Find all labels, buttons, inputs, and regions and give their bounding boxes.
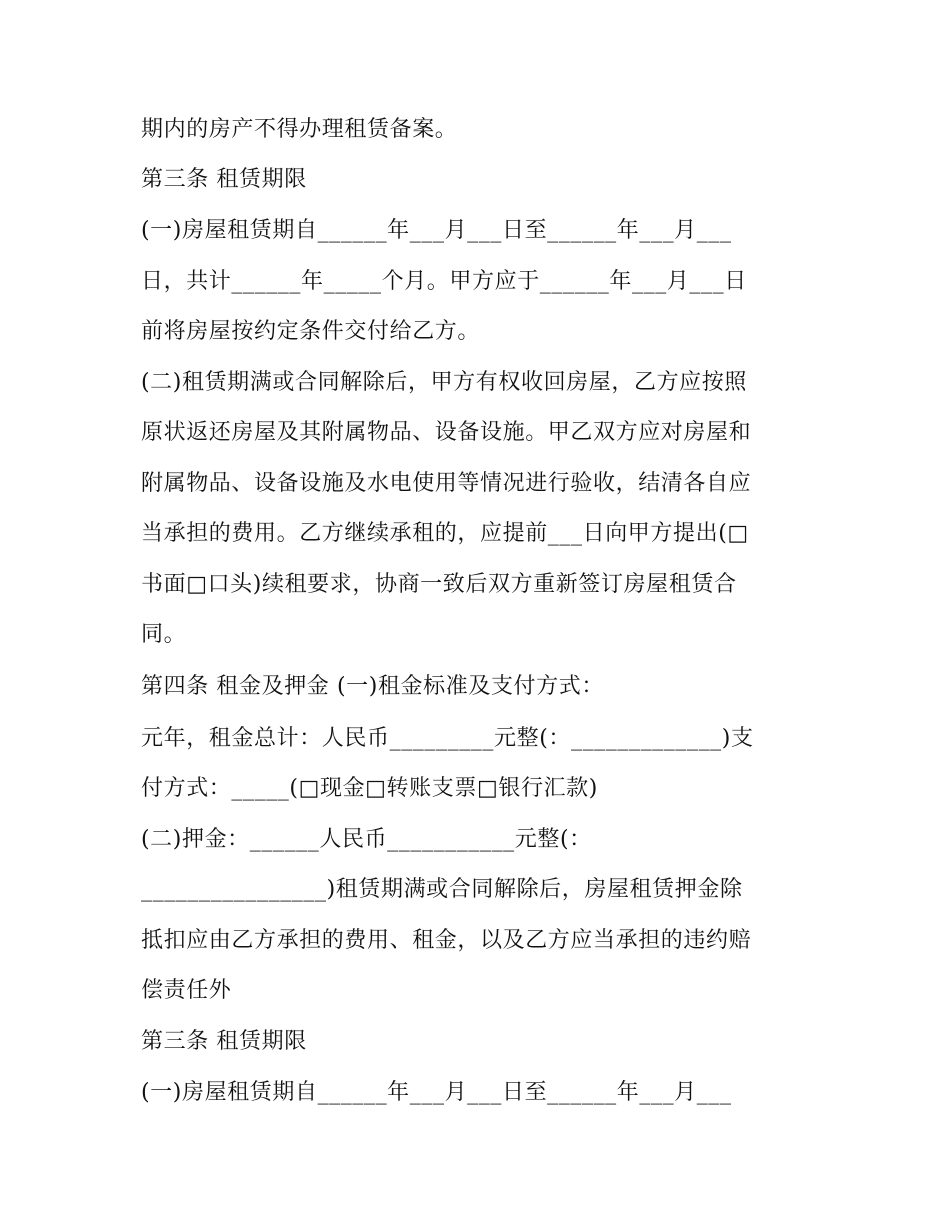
text-line: 书面□口头)续租要求，协商一致后双方重新签订房屋租赁合 <box>141 572 737 597</box>
text-line: 当承担的费用。乙方继续承租的，应提前___日向甲方提出(□ <box>141 521 749 546</box>
text-line: ________________)租赁期满或合同解除后，房屋租赁押金除 <box>141 877 743 902</box>
text-line: (二)租赁期满或合同解除后，甲方有权收回房屋，乙方应按照 <box>141 370 747 395</box>
text-line: (一)房屋租赁期自______年___月___日至______年___月___ <box>141 218 732 243</box>
text-line: 偿责任外 <box>141 978 232 1003</box>
text-line: 附属物品、设备设施及水电使用等情况进行验收，结清各自应 <box>141 471 752 496</box>
text-line: (一)房屋租赁期自______年___月___日至______年___月___ <box>141 1080 732 1105</box>
text-line: 同。 <box>141 622 187 647</box>
text-line: 原状返还房屋及其附属物品、设备设施。甲乙双方应对房屋和 <box>141 420 752 445</box>
text-line: 日，共计______年_____个月。甲方应于______年___月___日 <box>141 269 747 294</box>
text-line: (二)押金：______人民币___________元整(： <box>141 827 592 852</box>
text-line: 抵扣应由乙方承担的费用、租金，以及乙方应当承担的违约赔 <box>141 928 752 953</box>
text-line: 元年，租金总计：人民币_________元整(：_____________)支 <box>141 726 754 751</box>
text-line: 付方式：_____(□现金□转账支票□银行汇款) <box>141 776 598 801</box>
text-line: 前将房屋按约定条件交付给乙方。 <box>141 319 481 344</box>
text-line: 期内的房产不得办理租赁备案。 <box>141 117 458 142</box>
section-heading: 第四条 租金及押金 (一)租金标准及支付方式： <box>141 674 604 699</box>
section-heading: 第三条 租赁期限 <box>141 1029 307 1054</box>
section-heading: 第三条 租赁期限 <box>141 167 307 192</box>
